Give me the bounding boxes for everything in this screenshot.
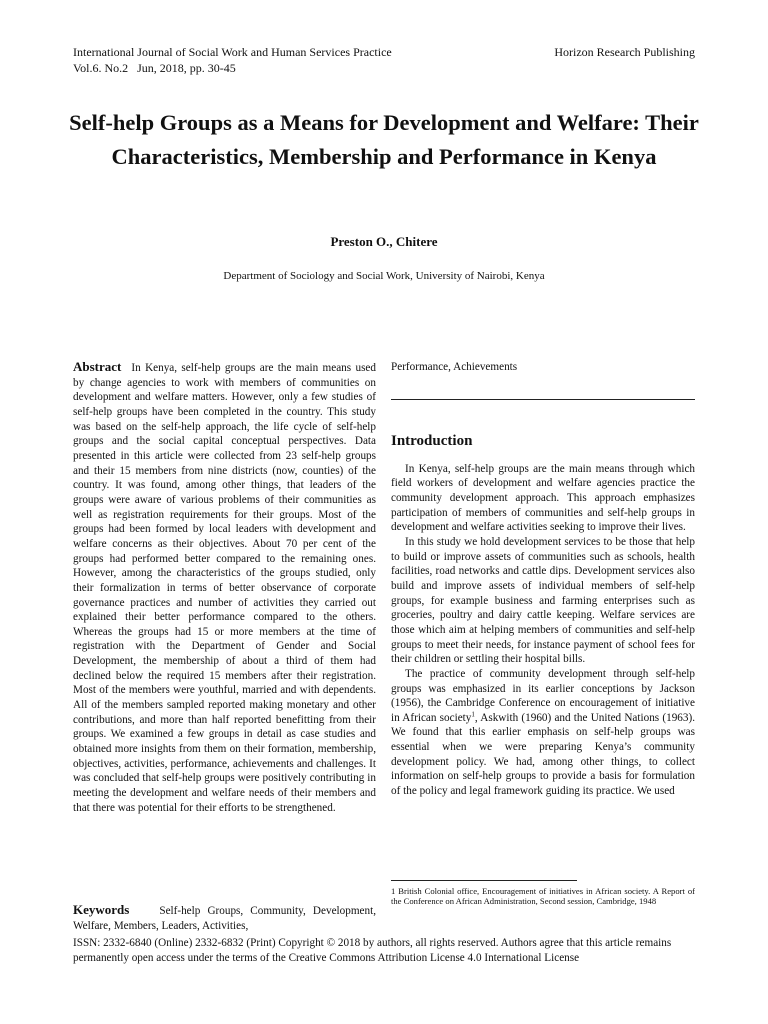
publisher-name: Horizon Research Publishing (554, 45, 695, 59)
introduction-heading: Introduction (391, 432, 473, 449)
right-column (391, 360, 695, 799)
abstract-section (73, 360, 376, 815)
abstract-text: In Kenya, self-help groups are the main means used by change agencies to work with members of communities on development and welfare matters. However, only a few studies of self-help groups have been completed in the country. This study was based on the self-help approach, the life cycle of self-help groups and the social capital conceptual perspectives. Data presented in this article were collected from 23 self-help groups and their 15 members from nine districts (now, counties) of the country. It was found, among other things, that leaders of the groups were aware of various problems of their communities as well as registration requirements for their groups. Most of the groups had been formed by local leaders with development and welfare concerns as their objectives. About 70 per cent of the groups had performed better compared to the remaining ones. However, among the characteristics of the groups studied, only their formalization in terms of better observance of corporate governance practices and number of activities they carried out explained their better performance compared to the others. Whereas the groups had 15 or more members at the time of registration with the Department of Gender and Social Development, the membership of about a third of them had declined below the required 15 members after their registration. Most of the members were youthful, married and with dependents. All of the members sampled reported making monetary and other contributions, and more than half reported benefitting from their groups. We examined a few groups in detail as case studies and obtained more insights from them on their formation, membership, objectives, activities, performance, achievements and challenges. It was concluded that self-help groups were positively contributing in meeting the development and welfare needs of their members and that there was potential for their efforts to be strengthened. (73, 362, 376, 814)
keywords-continued: Performance, Achievements (391, 361, 518, 373)
keywords-section (73, 902, 376, 934)
header-left (73, 44, 392, 76)
volume-info: Vol.6. No.2 Jun, 2018, pp. 30-45 (73, 61, 236, 75)
abstract-label: Abstract (73, 359, 122, 374)
paper-title: Self-help Groups as a Means for Development and Welfare: Their Characteristics, Membership and Performance in Kenya (69, 110, 699, 169)
abstract-paragraph (73, 360, 376, 815)
running-header (73, 44, 695, 76)
intro-paragraph-3 (391, 667, 695, 799)
copyright-footer: ISSN: 2332-6840 (Online) 2332-6832 (Print) Copyright © 2018 by authors, all rights reserved. Authors agree that this article remains permanently open access under the terms of the Creative Commons Attribution License 4.0 International License (73, 937, 672, 964)
keywords-divider (391, 399, 695, 400)
journal-name: International Journal of Social Work and Human Services Practice (73, 45, 392, 59)
intro-paragraph-3-part-b: , Askwith (1960) and the United Nations (1963). We found that this earlier emphasis on self-help groups was essential when we were preparing Kenya’s community development policy. We had, among other things, to collect information on self-help groups to provide a basis for formulation of the policy and legal framework guiding its practice. We used (391, 711, 695, 798)
intro-paragraph-3-part-a: The practice of community development through self-help groups was emphasized in its earlier conceptions by Jackson (1956), the Cambridge Conference on encouragement of initiative in African society (391, 667, 695, 724)
keywords-text: Self-help Groups, Community, Development, Welfare, Members, Leaders, Activities, (73, 905, 376, 932)
keywords-label: Keywords (73, 902, 130, 917)
author-affiliation: Department of Sociology and Social Work, University of Nairobi, Kenya (223, 270, 545, 282)
footnote-marker: 1 (471, 710, 475, 719)
author-name: Preston O., Chitere (330, 234, 438, 249)
footnote-divider (391, 880, 577, 881)
intro-paragraph-2: In this study we hold development services to be those that help to build or improve assets of communities such as schools, health facilities, road networks and cattle dips. Development services also build and improve assets of individual members of self-help groups, for example business and farming enterprises such as groceries, poultry and dairy cattle keeping. Welfare services are those which aim at helping members of communities and self-help groups to meet their needs, for instance payment of school fees for their children or settling their hospital bills. (391, 535, 695, 666)
footnote: 1 British Colonial office, Encouragement of initiatives in African society. A Report of the Conference on African Administration, Second session, Cambridge, 1948 (391, 886, 695, 906)
intro-paragraph-1: In Kenya, self-help groups are the main means through which field workers of development and welfare agencies practice the community development approach. This approach emphasizes participation of members of communities and self-help groups in development and welfare activities seeking to improve their lives. (391, 462, 695, 534)
